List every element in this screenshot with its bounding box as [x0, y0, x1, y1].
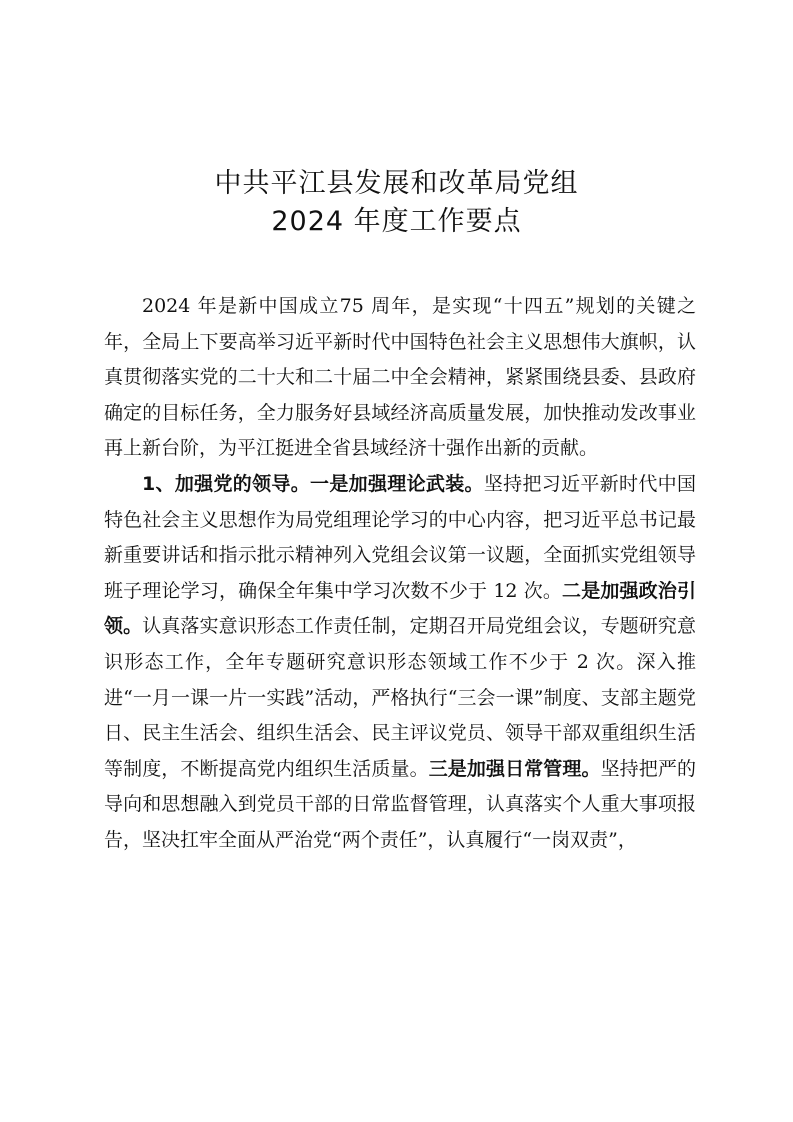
intro-paragraph: 2024 年是新中国成立75 周年，是实现“十四五”规划的关键之年，全局上下要高举习近平新时代中国特色社会主义思想伟大旗帜，认真贯彻落实党的二十大和二十届二中全会精神，紧紧围绕县委、县政府确定的目标任务，全力服务好县域经济高质量发展，加快推动发改事业再上新台阶，为平江挺进全省县域经济十强作出新的贡献。 [104, 295, 696, 460]
item1-text: 坚持把习近平新时代中国特色社会主义思想作为局党组理论学习的中心内容，把习近平总书记最新重要讲话和指示批示精神列入党组会议第一议题，全面抓实党组领导班子理论学习，确保全年集中学习次数不少于 12 次。 [104, 472, 696, 602]
item2-heading: 二是加强政治引领。 [104, 579, 696, 638]
item1-heading: 一是加强理论武装。 [310, 472, 484, 495]
section1-paragraph [104, 467, 696, 859]
item3-heading: 三是加强日常管理。 [428, 757, 601, 780]
section1-heading: 1、加强党的领导。 [142, 472, 311, 495]
item2-text: 认真落实意识形态工作责任制，定期召开局党组会议，专题研究意识形态工作，全年专题研究意识形态领域工作不少于 2 次。深入推进“一月一课一片一实践”活动，严格执行“三会一课”制度、支部主题党日、民主生活会、组织生活会、民主评议党员、领导干部双重组织生活等制度，不断提高党内组织生活质量。 [104, 615, 696, 780]
document-title-line2: 2024 年度工作要点 [271, 206, 522, 237]
document-body [104, 289, 696, 859]
item3-text: 坚持把严的导向和思想融入到党员干部的日常监督管理，认真落实个人重大事项报告，坚决扛牢全面从严治党“两个责任”，认真履行“一岗双责”， [104, 757, 696, 851]
document-title-line1: 中共平江县发展和改革局党组 [214, 168, 579, 199]
